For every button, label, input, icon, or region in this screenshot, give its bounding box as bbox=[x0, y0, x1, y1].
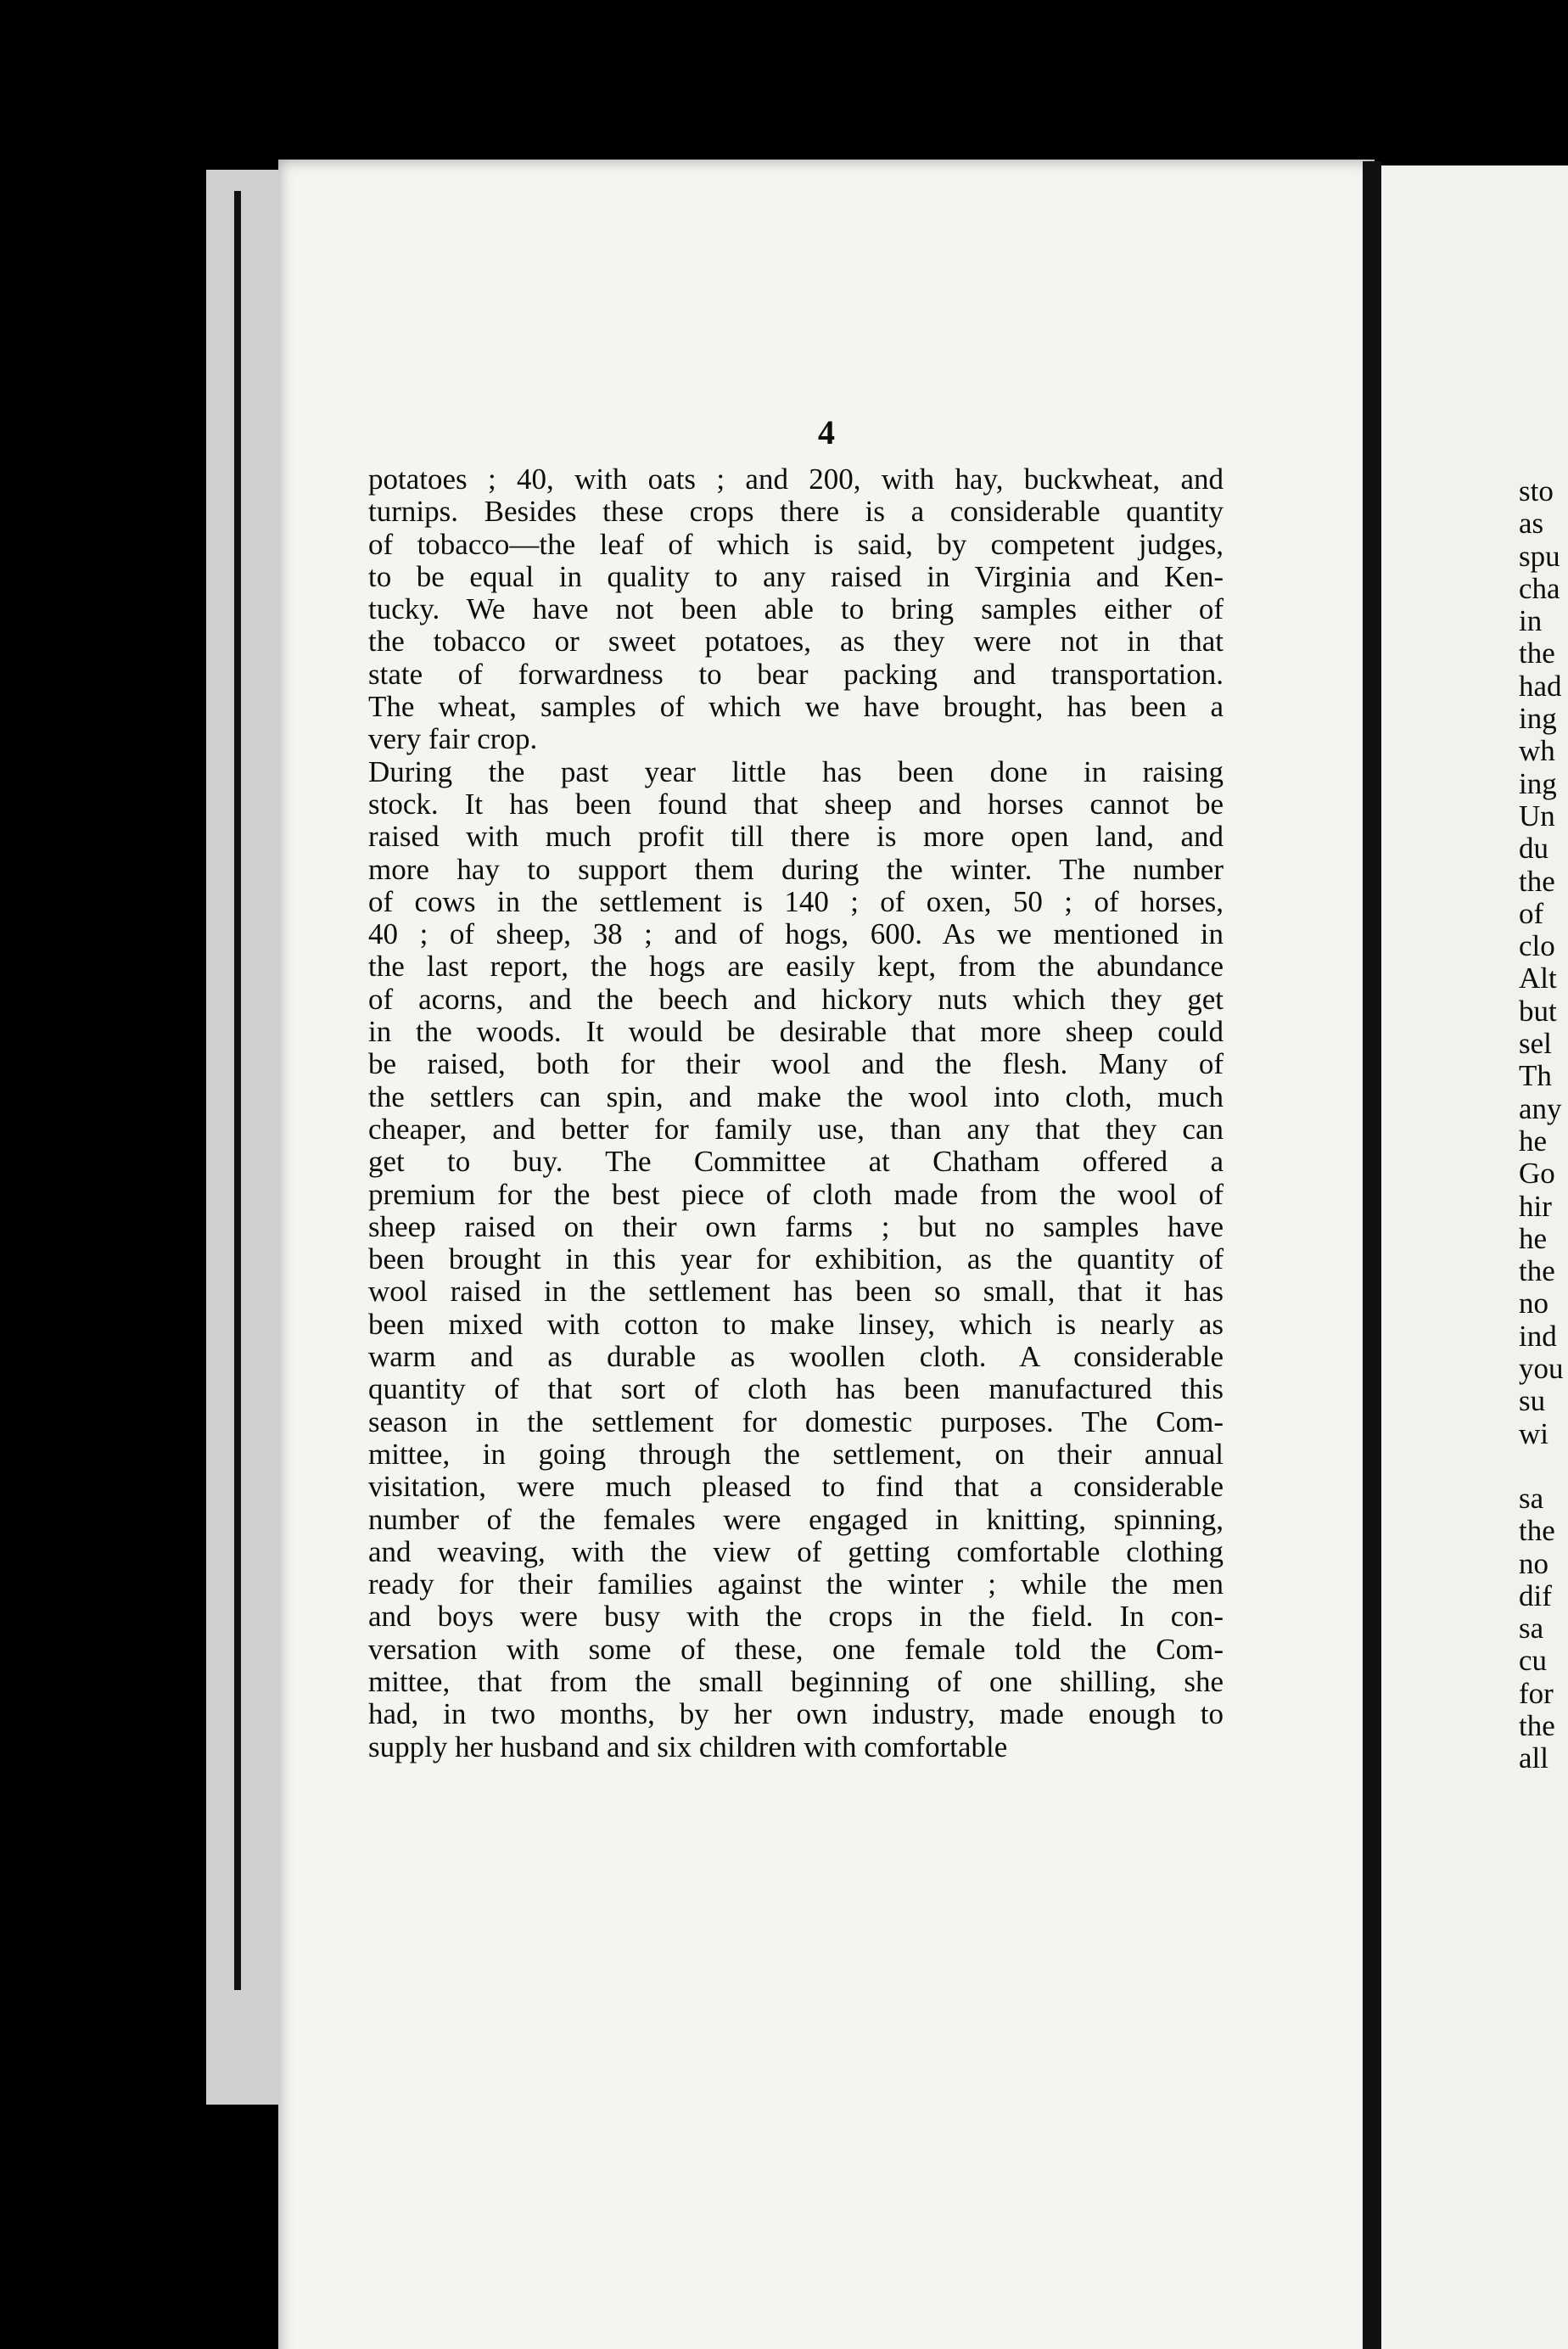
text-line: the settlers can spin, and make the wool into cloth, much bbox=[368, 1079, 1224, 1113]
facing-line-fragment: cu bbox=[1519, 1644, 1548, 1678]
left-page bbox=[278, 160, 1375, 2349]
text-line: stock. It has been found that sheep and horses cannot be bbox=[368, 787, 1224, 821]
text-line: and weaving, with the view of getting comfortable clothing bbox=[368, 1534, 1224, 1568]
text-line: sheep raised on their own farms ; but no samples have bbox=[368, 1209, 1224, 1243]
text-line: mittee, that from the small beginning of one shilling, she bbox=[368, 1664, 1224, 1698]
text-line: 40 ; of sheep, 38 ; and of hogs, 600. As we mentioned in bbox=[368, 917, 1224, 951]
text-line: very fair crop. bbox=[368, 722, 538, 756]
facing-line-fragment: as bbox=[1519, 507, 1544, 541]
text-line: visitation, were much pleased to find that a considerable bbox=[368, 1470, 1224, 1504]
text-line: potatoes ; 40, with oats ; and 200, with hay, buckwheat, and bbox=[368, 463, 1224, 496]
facing-line-fragment: cha bbox=[1519, 571, 1560, 605]
facing-line-fragment: no bbox=[1519, 1287, 1548, 1320]
facing-line-fragment: su bbox=[1519, 1384, 1546, 1418]
text-line: ready for their families against the winter ; while the men bbox=[368, 1567, 1224, 1601]
text-line: wool raised in the settlement has been so small, that it has bbox=[368, 1275, 1224, 1309]
text-line: During the past year little has been done in raising bbox=[368, 754, 1224, 788]
text-line: the tobacco or sweet potatoes, as they were not in that bbox=[368, 625, 1224, 659]
facing-line-fragment: but bbox=[1519, 994, 1557, 1028]
facing-line-fragment: had bbox=[1519, 669, 1562, 703]
text-line: turnips. Besides these crops there is a considerable quantity bbox=[368, 495, 1224, 529]
text-line: quantity of that sort of cloth has been manufactured this bbox=[368, 1372, 1224, 1406]
facing-line-fragment: the bbox=[1519, 864, 1555, 898]
text-line: versation with some of these, one female told the Com- bbox=[368, 1632, 1224, 1666]
page-number: 4 bbox=[818, 413, 835, 451]
text-line: been brought in this year for exhibition, as the quantity of bbox=[368, 1242, 1224, 1276]
text-line: more hay to support them during the winter. The number bbox=[368, 852, 1224, 886]
facing-line-fragment: of bbox=[1519, 896, 1544, 930]
facing-line-fragment: ing bbox=[1519, 702, 1557, 736]
facing-page-fragments bbox=[1519, 475, 1568, 1775]
text-line: mittee, in going through the settlement, on their annual bbox=[368, 1437, 1224, 1471]
facing-line-fragment: the bbox=[1519, 1254, 1555, 1288]
text-line: get to buy. The Committee at Chatham offered a bbox=[368, 1145, 1224, 1179]
facing-line-fragment: Un bbox=[1519, 799, 1555, 833]
facing-line-fragment: all bbox=[1519, 1741, 1548, 1775]
facing-line-fragment: hir bbox=[1519, 1189, 1552, 1223]
facing-line-fragment: sa bbox=[1519, 1612, 1544, 1645]
text-line: the last report, the hogs are easily kept, from the abundance bbox=[368, 950, 1224, 984]
text-line: of tobacco—the leaf of which is said, by competent judges, bbox=[368, 527, 1224, 561]
text-line: of acorns, and the beech and hickory nuts which they get bbox=[368, 982, 1224, 1016]
facing-line-fragment: for bbox=[1519, 1676, 1554, 1710]
facing-line-fragment: Alt bbox=[1519, 961, 1557, 995]
text-line: season in the settlement for domestic purposes. The Com- bbox=[368, 1404, 1224, 1438]
gutter-shadow bbox=[1363, 161, 1381, 2349]
facing-line-fragment: you bbox=[1519, 1352, 1564, 1386]
facing-line-fragment: sel bbox=[1519, 1027, 1552, 1061]
facing-line-fragment: du bbox=[1519, 832, 1548, 866]
facing-line-fragment: he bbox=[1519, 1221, 1548, 1255]
facing-line-fragment: no bbox=[1519, 1546, 1548, 1580]
text-line: of cows in the settlement is 140 ; of oxen, 50 ; of horses, bbox=[368, 884, 1224, 918]
text-line: in the woods. It would be desirable that more sheep could bbox=[368, 1015, 1224, 1049]
text-line: number of the females were engaged in knitting, spinning, bbox=[368, 1502, 1224, 1536]
facing-line-fragment: the bbox=[1519, 636, 1555, 670]
facing-line-fragment: wh bbox=[1519, 734, 1555, 768]
text-line: supply her husband and six children with comfortable bbox=[368, 1730, 1008, 1763]
facing-line-fragment: dif bbox=[1519, 1578, 1552, 1612]
facing-line-fragment bbox=[1519, 1450, 1568, 1483]
text-line: The wheat, samples of which we have brought, has been a bbox=[368, 690, 1224, 724]
text-line: and boys were busy with the crops in the field. In con- bbox=[368, 1600, 1224, 1634]
text-line: raised with much profit till there is more open land, and bbox=[368, 820, 1224, 854]
facing-line-fragment: the bbox=[1519, 1708, 1555, 1742]
text-line: premium for the best piece of cloth made from the wool of bbox=[368, 1177, 1224, 1211]
facing-line-fragment: in bbox=[1519, 604, 1543, 638]
facing-line-fragment: sto bbox=[1519, 475, 1554, 507]
facing-line-fragment: he bbox=[1519, 1124, 1548, 1158]
text-line: cheaper, and better for family use, than any that they can bbox=[368, 1112, 1224, 1146]
facing-line-fragment: ing bbox=[1519, 766, 1557, 800]
facing-line-fragment: spu bbox=[1519, 539, 1560, 573]
facing-line-fragment: sa bbox=[1519, 1481, 1544, 1515]
text-line: be raised, both for their wool and the flesh. Many of bbox=[368, 1047, 1224, 1081]
facing-line-fragment: Go bbox=[1519, 1157, 1555, 1191]
facing-line-fragment: any bbox=[1519, 1091, 1562, 1125]
text-line: been mixed with cotton to make linsey, which is nearly as bbox=[368, 1307, 1224, 1341]
body-text bbox=[368, 463, 1224, 1763]
facing-line-fragment: wi bbox=[1519, 1416, 1548, 1450]
facing-line-fragment: clo bbox=[1519, 929, 1555, 963]
facing-line-fragment: the bbox=[1519, 1514, 1555, 1548]
page-edge-shadow bbox=[234, 191, 241, 1990]
text-line: warm and as durable as woollen cloth. A considerable bbox=[368, 1340, 1224, 1374]
text-line: had, in two months, by her own industry, made enough to bbox=[368, 1697, 1224, 1731]
facing-line-fragment: ind bbox=[1519, 1319, 1557, 1353]
text-line: state of forwardness to bear packing and transportation. bbox=[368, 657, 1224, 691]
text-line: tucky. We have not been able to bring samples either of bbox=[368, 592, 1224, 626]
text-line: to be equal in quality to any raised in Virginia and Ken- bbox=[368, 559, 1224, 593]
facing-line-fragment: Th bbox=[1519, 1059, 1552, 1093]
